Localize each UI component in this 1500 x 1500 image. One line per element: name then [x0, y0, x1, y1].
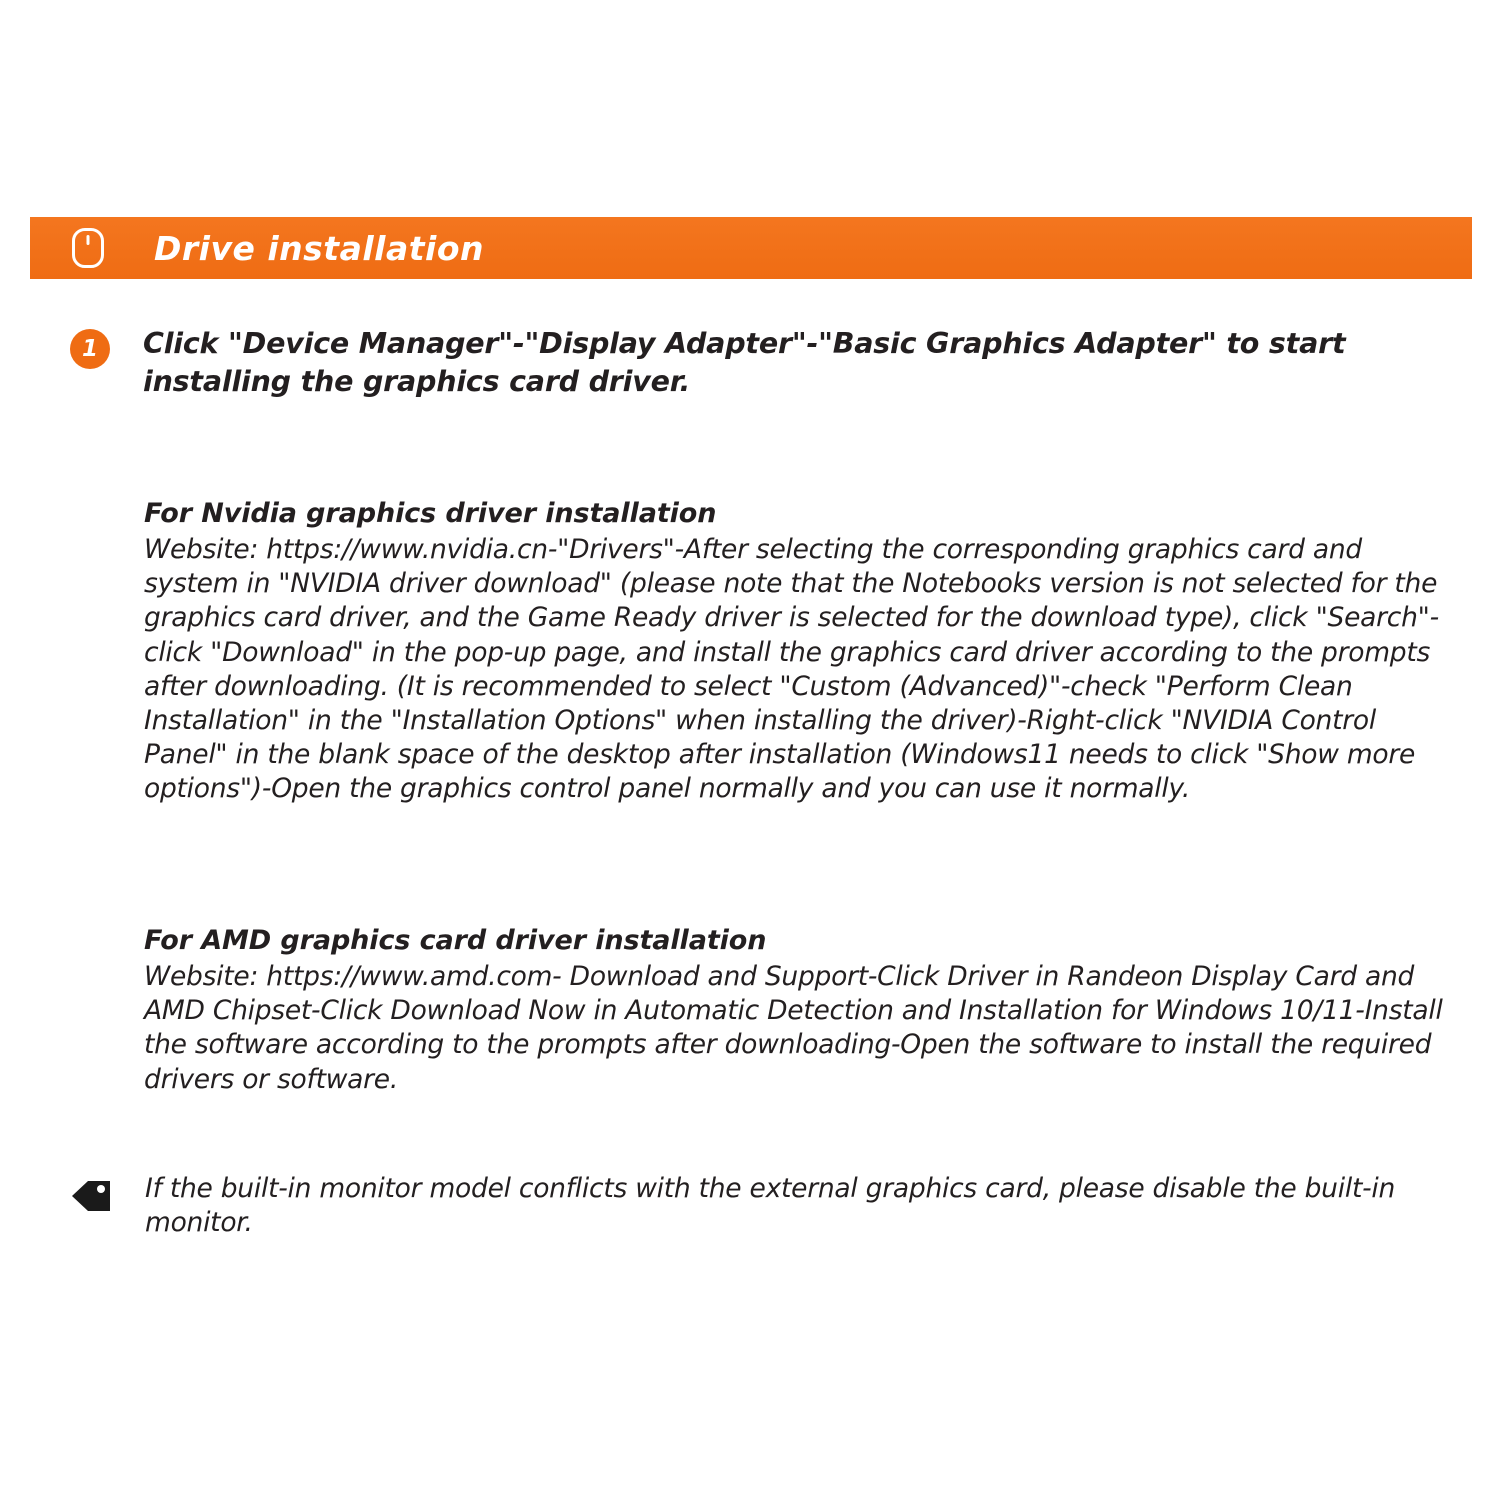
amd-section-body: Website: https://www.amd.com- Download and Support-Click Driver in Randeon Display Card and AMD Chipset-Click Download Now in Automatic Detection and Installation for Windows 10/11-Install the software according to the prompts after downloading-Open the software to install the required drivers or software. — [144, 961, 1443, 1095]
section-banner — [30, 217, 1472, 279]
note-item — [68, 1172, 1463, 1241]
tag-icon — [68, 1176, 114, 1216]
banner-title: Drive installation — [154, 228, 484, 268]
mouse-icon — [72, 228, 104, 268]
step-item — [70, 325, 1460, 401]
amd-section — [144, 925, 1464, 1097]
nvidia-section-heading: For Nvidia graphics driver installation — [144, 498, 717, 529]
step-text: Click "Device Manager"-"Display Adapter"-"Basic Graphics Adapter" to start installing the graphics card driver. — [143, 327, 1346, 398]
step-number-badge: 1 — [70, 329, 110, 369]
nvidia-section — [144, 498, 1464, 806]
note-text: If the built-in monitor model conflicts with the external graphics card, please disable the built-in monitor. — [145, 1173, 1396, 1239]
nvidia-section-body: Website: https://www.nvidia.cn-"Drivers"-After selecting the corresponding graphics card and system in "NVIDIA driver download" (please note that the Notebooks version is not selected for the graphics card driver, and the Game Ready driver is selected for the download type), click "Search"-click "Download" in the pop-up page, and install the graphics card driver according to the prompts after downloading. (It is recommended to select "Custom (Advanced)"-check "Perform Clean Installation" in the "Installation Options" when installing the driver)-Right-click "NVIDIA Control Panel" in the blank space of the desktop after installation (Windows11 needs to click "Show more options")-Open the graphics control panel normally and you can use it normally. — [144, 534, 1439, 805]
amd-section-heading: For AMD graphics card driver installation — [144, 925, 767, 956]
